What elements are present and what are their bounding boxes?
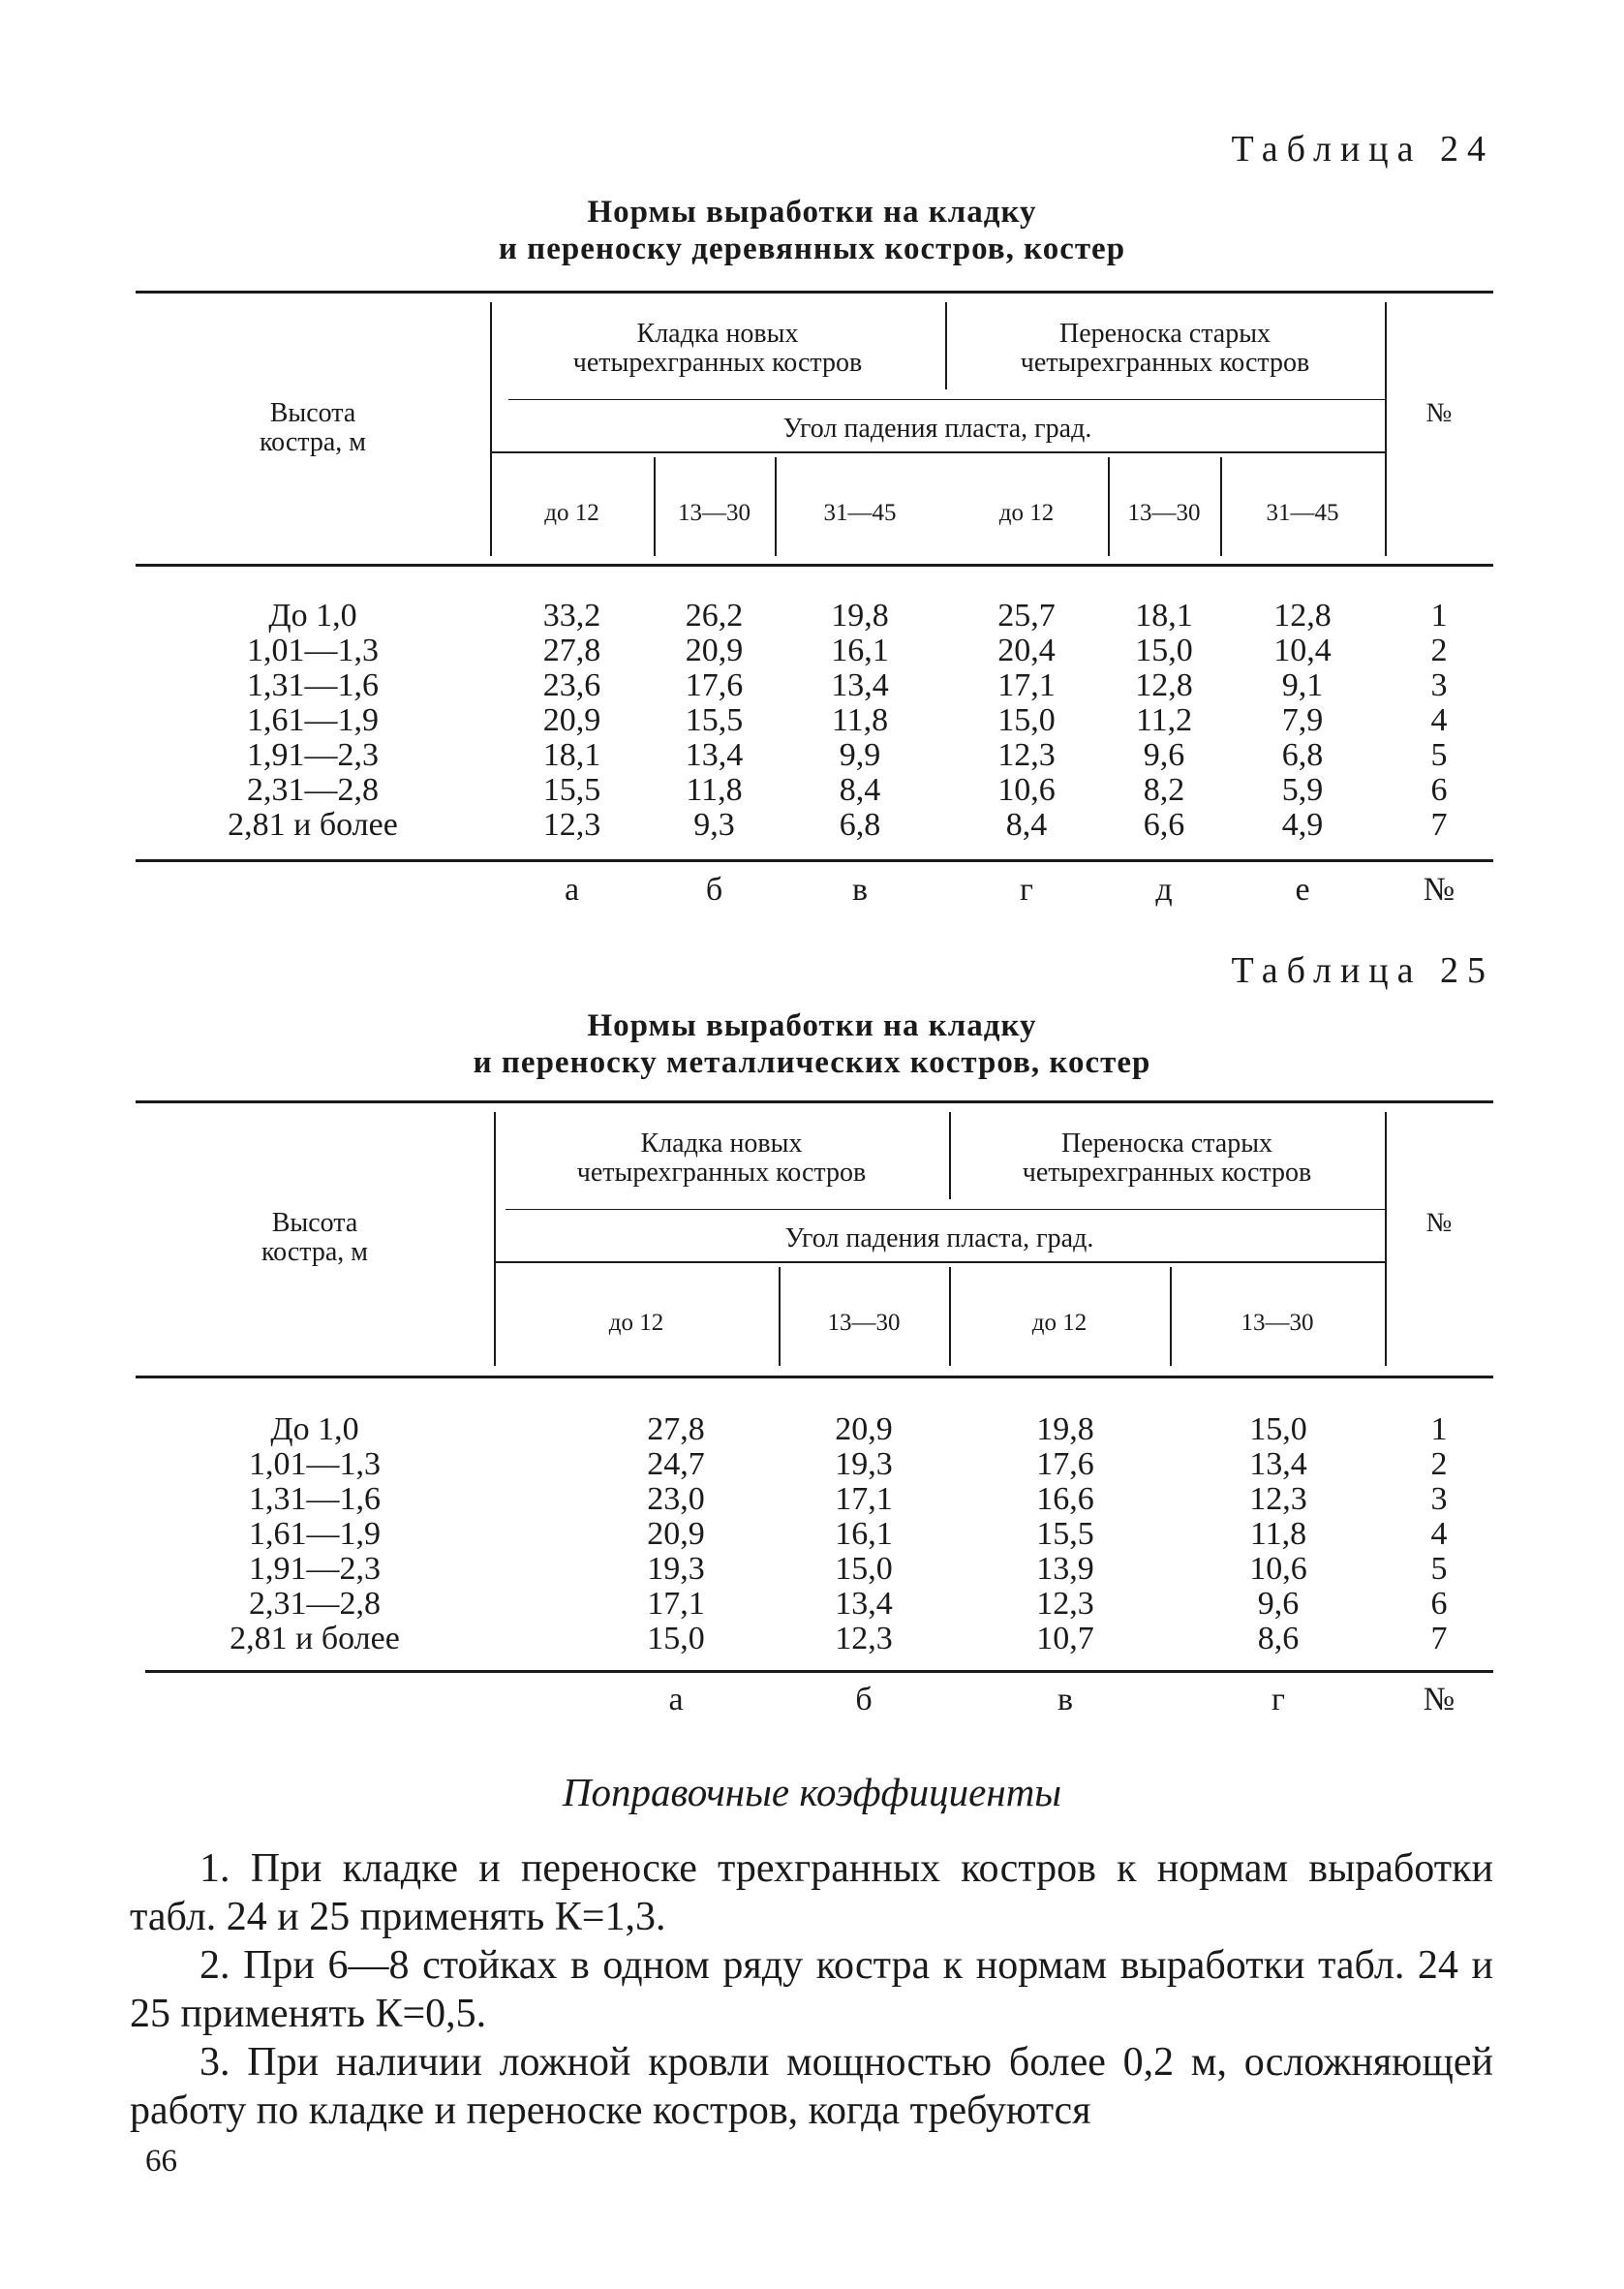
sub-header: до 12	[544, 500, 599, 526]
corrections-heading: Поправочные коэффициенты	[562, 1770, 1062, 1814]
row-labels: До 1,0 1,01—1,3 1,31—1,6 1,61—1,9 1,91—2,3 2,31—2,8 2,81 и более	[230, 1411, 400, 1656]
number-header: №	[1425, 398, 1453, 428]
column-b: 20,9 19,3 17,1 16,1 15,0 13,4 12,3	[835, 1411, 893, 1656]
column-b: 26,2 20,9 17,6 15,5 13,4 11,8 9,3	[685, 598, 744, 843]
column-letter: д	[1155, 872, 1173, 908]
group-header-new: Кладка новых четырехгранных костров	[572, 319, 863, 378]
column-g: 15,0 13,4 12,3 11,8 10,6 9,6 8,6	[1249, 1411, 1307, 1656]
table-24-label: Таблица 24	[1231, 129, 1494, 170]
column-letter: б	[855, 1682, 873, 1717]
height-header: Высота костра, м	[259, 398, 367, 457]
number-header: №	[1425, 1208, 1453, 1238]
table-24-title: Нормы выработки на кладку и переноску деревянных костров, костер	[498, 195, 1126, 266]
row-numbers: 1 2 3 4 5 6 7	[1430, 598, 1448, 843]
group-header-new: Кладка новых четырехгранных костров	[576, 1129, 867, 1188]
sub-header: до 12	[608, 1310, 664, 1336]
table-25	[136, 1100, 1493, 1740]
correction-item: 2. При 6—8 стойках в одном ряду костра к нормам выработки табл. 24 и 25 применять К=0,5.	[130, 1943, 1493, 2036]
column-a: 33,2 27,8 23,6 20,9 18,1 15,5 12,3	[542, 598, 601, 843]
column-v: 19,8 16,1 13,4 11,8 9,9 8,4 6,8	[831, 598, 889, 843]
table-25-label: Таблица 25	[1231, 950, 1494, 991]
column-g: 25,7 20,4 17,1 15,0 12,3 10,6 8,4	[997, 598, 1056, 843]
column-v: 19,8 17,6 16,6 15,5 13,9 12,3 10,7	[1036, 1411, 1094, 1656]
footer-number-sign: №	[1423, 872, 1455, 908]
sub-header: 13—30	[1127, 500, 1201, 526]
row-numbers: 1 2 3 4 5 6 7	[1430, 1411, 1448, 1656]
column-a: 27,8 24,7 23,0 20,9 19,3 17,1 15,0	[647, 1411, 705, 1656]
sub-header: 13—30	[1241, 1310, 1314, 1336]
group-header-move: Переноска старых четырехгранных костров	[1020, 319, 1310, 378]
column-letter: е	[1295, 872, 1310, 908]
sub-header: до 12	[998, 500, 1055, 526]
column-letter: а	[668, 1682, 684, 1717]
angle-header: Угол падения пласта, град.	[782, 414, 1092, 444]
sub-header: 13—30	[827, 1310, 901, 1336]
column-letter: в	[1057, 1682, 1074, 1717]
column-letter: а	[564, 872, 580, 908]
corrections-text	[130, 1844, 1493, 2135]
column-e: 12,8 10,4 9,1 7,9 6,8 5,9 4,9	[1273, 598, 1332, 843]
correction-item: 3. При наличии ложной кровли мощностью более 0,2 м, осложняющей работу по кладке и переноске костров, когда требуются	[130, 2040, 1493, 2133]
group-header-move: Переноска старых четырехгранных костров	[1022, 1129, 1312, 1188]
sub-header: до 12	[1031, 1310, 1088, 1336]
sub-header: 31—45	[1266, 500, 1339, 526]
row-labels: До 1,0 1,01—1,3 1,31—1,6 1,61—1,9 1,91—2,3 2,31—2,8 2,81 и более	[228, 598, 398, 843]
correction-item: 1. При кладке и переноске трехгранных костров к нормам выработки табл. 24 и 25 применять К=1,3.	[130, 1846, 1493, 1939]
table-24	[136, 291, 1493, 913]
sub-header: 31—45	[823, 500, 897, 526]
column-letter: г	[1272, 1682, 1285, 1717]
table-25-title: Нормы выработки на кладку и переноску металлических костров, костер	[473, 1008, 1151, 1080]
sub-header: 13—30	[678, 500, 751, 526]
column-letter: б	[705, 872, 723, 908]
footer-number-sign: №	[1423, 1682, 1455, 1717]
height-header: Высота костра, м	[260, 1208, 369, 1267]
column-letter: г	[1020, 872, 1033, 908]
column-d: 18,1 15,0 12,8 11,2 9,6 8,2 6,6	[1135, 598, 1193, 843]
angle-header: Угол падения пласта, град.	[784, 1223, 1094, 1253]
column-letter: в	[851, 872, 869, 908]
page-number: 66	[145, 2144, 177, 2179]
